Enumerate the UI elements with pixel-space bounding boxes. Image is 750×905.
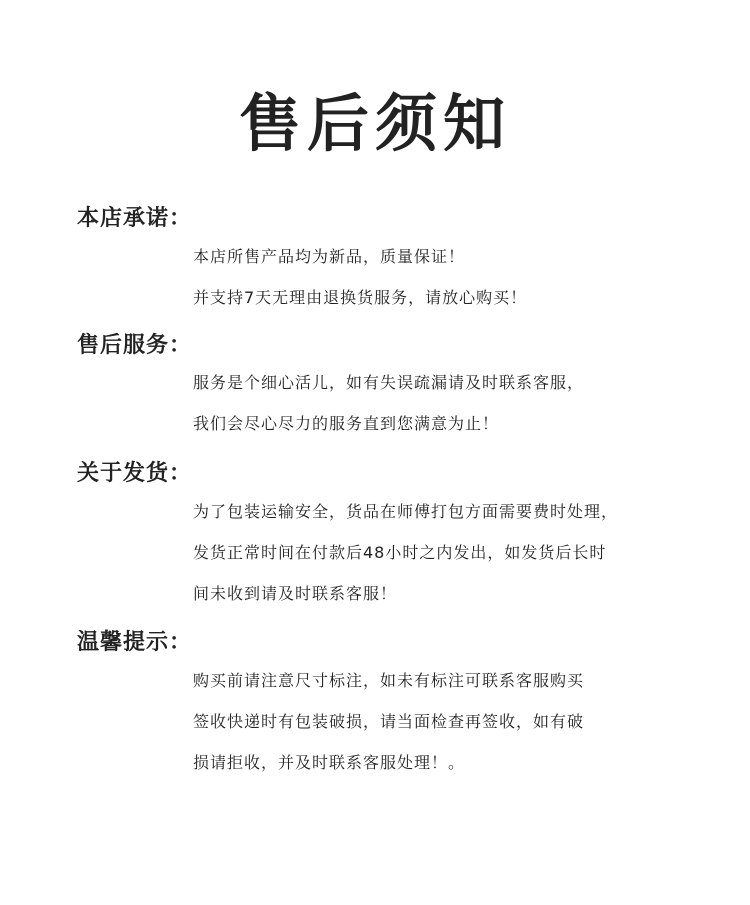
section-line: 发货正常时间在付款后48小时之内发出，如发货后长时 bbox=[193, 543, 607, 562]
section-line: 服务是个细心活儿，如有失误疏漏请及时联系客服， bbox=[193, 373, 585, 392]
section-line: 间未收到请及时联系客服！ bbox=[193, 584, 398, 603]
section-line: 签收快递时有包装破损，请当面检查再签收，如有破 bbox=[193, 712, 585, 731]
section-heading: 温馨提示： bbox=[77, 630, 193, 655]
page-title: 售后须知 bbox=[238, 87, 511, 160]
section-line: 为了包装运输安全，货品在师傅打包方面需要费时处理， bbox=[193, 502, 619, 521]
section-line: 我们会尽心尽力的服务直到您满意为止！ bbox=[193, 414, 500, 433]
section-heading: 关于发货： bbox=[77, 461, 193, 486]
section-heading: 本店承诺： bbox=[77, 206, 193, 231]
section-line: 本店所售产品均为新品，质量保证！ bbox=[193, 247, 466, 266]
section-line: 购买前请注意尺寸标注，如未有标注可联系客服购买 bbox=[193, 671, 585, 690]
section-heading: 售后服务： bbox=[77, 333, 193, 358]
section-line: 损请拒收，并及时联系客服处理！。 bbox=[193, 753, 466, 772]
section-line: 并支持7天无理由退换货服务，请放心购买！ bbox=[193, 288, 528, 307]
